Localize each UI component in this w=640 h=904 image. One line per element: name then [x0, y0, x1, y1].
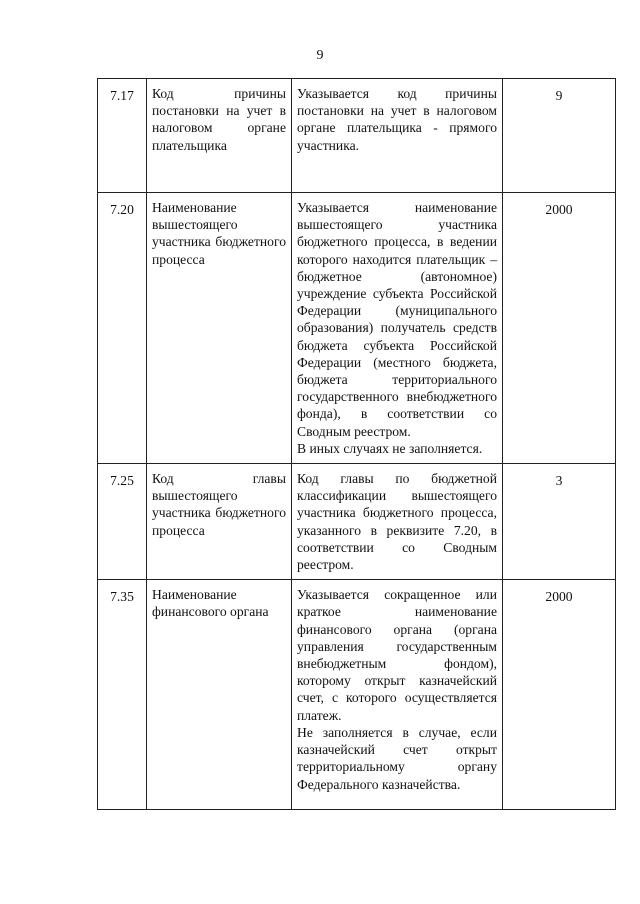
field-description [292, 464, 503, 580]
description-paragraph: Не заполняется в случае, если казначейский счет открыт территориальному органу Федерального казначейства. [297, 724, 497, 792]
field-length: 9 [503, 79, 616, 193]
table-row [98, 193, 616, 464]
row-number: 7.17 [98, 79, 147, 193]
table-row [98, 464, 616, 580]
field-length: 2000 [503, 193, 616, 464]
page-number: 9 [316, 48, 324, 63]
requisites-table [97, 78, 616, 810]
row-number: 7.20 [98, 193, 147, 464]
description-paragraph: Указывается наименование вышестоящего участника бюджетного процесса, в ведении которого находится плательщик – бюджетное (автономное) учреждение субъекта Российской Федерации (муниципального образования) получатель средств бюджета субъекта Российской Федерации (местного бюджета, бюджета территориального государственного внебюджетного фонда), в соответствии со Сводным реестром. [297, 200, 497, 439]
field-name: Код главы вышестоящего участника бюджетного процесса [147, 464, 292, 580]
field-description [292, 79, 503, 193]
table-row [98, 79, 616, 193]
field-name: Наименование вышестоящего участника бюджетного процесса [147, 193, 292, 464]
row-number: 7.25 [98, 464, 147, 580]
description-paragraph: Указывается код причины постановки на учет в налоговом органе плательщика - прямого участника. [297, 86, 497, 153]
field-description [292, 580, 503, 810]
description-paragraph: В иных случаях не заполняется. [297, 440, 483, 456]
field-length: 3 [503, 464, 616, 580]
description-paragraph: Код главы по бюджетной классификации вышестоящего участника бюджетного процесса, указанного в реквизите 7.20, в соответствии со Сводным реестром. [297, 471, 497, 573]
table-row [98, 580, 616, 810]
field-description [292, 193, 503, 464]
field-name: Наименование финансового органа [147, 580, 292, 810]
description-paragraph: Указывается сокращенное или краткое наименование финансового органа (органа управления государственным внебюджетным фондом), которому открыт казначейский счет, с которого осуществляется платеж. [297, 587, 497, 723]
row-number: 7.35 [98, 580, 147, 810]
field-length: 2000 [503, 580, 616, 810]
field-name: Код причины постановки на учет в налоговом органе плательщика [147, 79, 292, 193]
